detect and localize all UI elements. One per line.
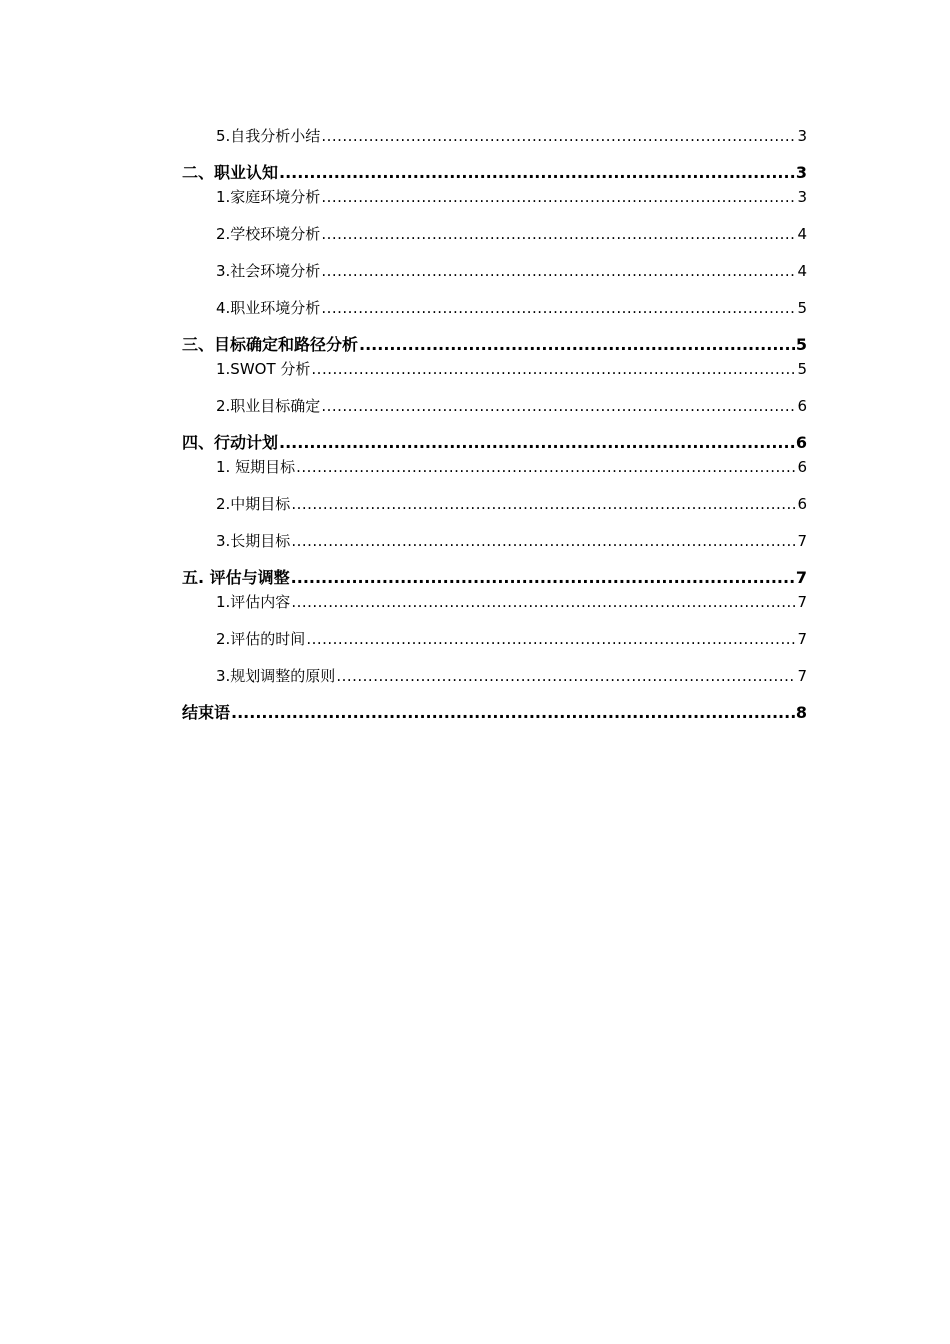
toc-entry-page: 7 [797,667,807,685]
toc-entry-page: 7 [795,568,807,587]
toc-dot-leader [336,664,796,688]
toc-entry-page: 5 [797,299,807,317]
toc-entry-title: 3.社会环境分析 [216,262,321,280]
toc-entry[interactable] [182,185,807,209]
toc-dot-leader [321,296,796,320]
toc-entry-page: 3 [795,163,807,182]
toc-dot-leader [291,566,795,590]
toc-entry-page: 5 [797,360,807,378]
toc-entry-title: 3.长期目标 [216,532,291,550]
toc-entry[interactable] [182,431,807,455]
toc-entry-title: 1.SWOT 分析 [216,360,311,378]
toc-dot-leader [359,333,795,357]
toc-entry-title: 1. 短期目标 [216,458,296,476]
toc-entry[interactable] [182,492,807,516]
toc-entry-title: 2.职业目标确定 [216,397,321,415]
toc-entry[interactable] [182,296,807,320]
toc-dot-leader [291,590,796,614]
toc-entry-title: 五. 评估与调整 [182,568,290,587]
toc-entry-page: 3 [797,188,807,206]
toc-entry[interactable] [182,161,807,185]
toc-entry-title: 3.规划调整的原则 [216,667,336,685]
toc-entry[interactable] [182,529,807,553]
toc-dot-leader [321,222,796,246]
toc-dot-leader [279,431,795,455]
toc-entry-title: 结束语 [182,703,231,722]
toc-entry-title: 四、行动计划 [182,433,279,452]
toc-entry-title: 5.自我分析小结 [216,127,321,145]
toc-entry-page: 7 [797,630,807,648]
toc-entry[interactable] [182,357,807,381]
toc-entry[interactable] [182,455,807,479]
toc-dot-leader [306,627,796,651]
table-of-contents [182,124,807,725]
toc-dot-leader [311,357,796,381]
toc-entry-page: 7 [797,532,807,550]
toc-entry-page: 4 [797,225,807,243]
toc-entry[interactable] [182,222,807,246]
toc-entry-title: 1.家庭环境分析 [216,188,321,206]
toc-entry-title: 三、目标确定和路径分析 [182,335,359,354]
toc-entry-page: 6 [797,458,807,476]
toc-entry-page: 6 [797,495,807,513]
toc-entry-page: 6 [795,433,807,452]
toc-entry-page: 3 [797,127,807,145]
toc-dot-leader [321,124,796,148]
toc-entry[interactable] [182,566,807,590]
toc-entry[interactable] [182,259,807,283]
toc-entry[interactable] [182,627,807,651]
toc-dot-leader [291,529,796,553]
toc-entry[interactable] [182,590,807,614]
toc-entry[interactable] [182,664,807,688]
toc-entry[interactable] [182,394,807,418]
toc-dot-leader [279,161,795,185]
toc-dot-leader [321,185,796,209]
toc-entry-title: 二、职业认知 [182,163,279,182]
toc-entry-title: 4.职业环境分析 [216,299,321,317]
toc-dot-leader [231,701,795,725]
toc-entry[interactable] [182,701,807,725]
toc-entry-page: 6 [797,397,807,415]
toc-entry-title: 2.中期目标 [216,495,291,513]
toc-entry-title: 2.评估的时间 [216,630,306,648]
toc-dot-leader [321,259,796,283]
toc-dot-leader [296,455,796,479]
toc-entry-page: 7 [797,593,807,611]
toc-entry[interactable] [182,333,807,357]
toc-entry-page: 5 [795,335,807,354]
toc-entry-page: 8 [795,703,807,722]
toc-dot-leader [321,394,796,418]
toc-entry-title: 1.评估内容 [216,593,291,611]
toc-entry[interactable] [182,124,807,148]
toc-dot-leader [291,492,796,516]
toc-entry-title: 2.学校环境分析 [216,225,321,243]
toc-entry-page: 4 [797,262,807,280]
